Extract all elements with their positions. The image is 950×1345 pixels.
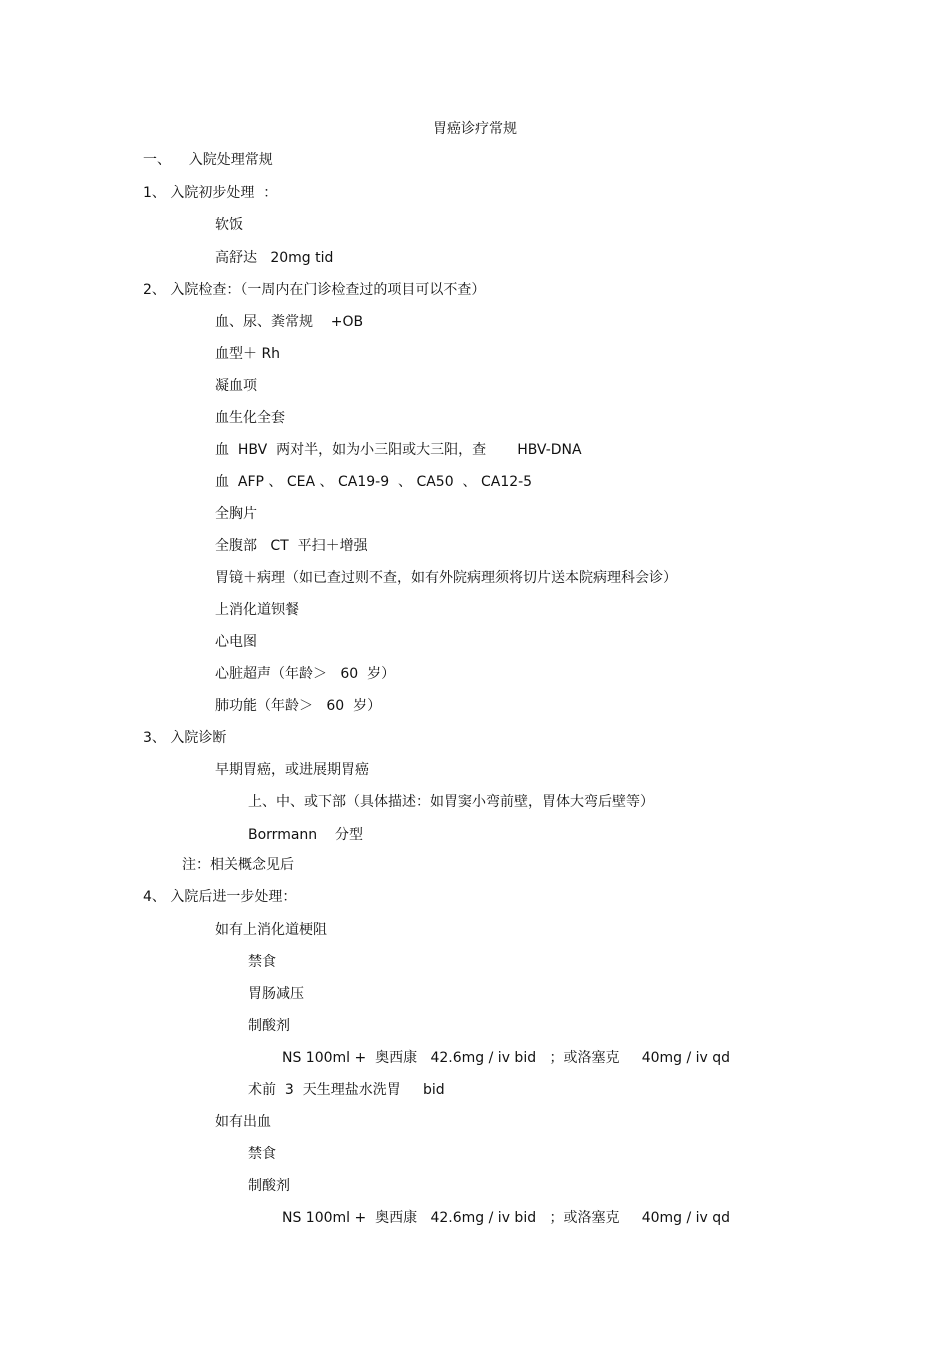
list-item: Borrmann 分型 [248,827,363,843]
list-item: 肺功能（年龄＞ 60 岁） [215,698,382,714]
list-item: NS 100ml + 奥西康 42.6mg / iv bid ；或洛塞克 40mg / iv qd [282,1210,731,1226]
list-item: NS 100ml + 奥西康 42.6mg / iv bid ；或洛塞克 40mg / iv qd [282,1050,731,1066]
list-item: 制酸剂 [248,1018,290,1034]
list-item: 如有出血 [215,1114,271,1130]
list-item: 全胸片 [215,506,257,522]
list-item: 软饭 [215,217,243,233]
document-title: 胃癌诊疗常规 [433,121,517,137]
list-item: 制酸剂 [248,1178,290,1194]
list-item: 心脏超声（年龄＞ 60 岁） [215,666,396,682]
list-item: 血 HBV 两对半，如为小三阳或大三阳，查 HBV-DNA [215,442,582,458]
list-item: 术前 3 天生理盐水洗胃 bid [248,1082,445,1098]
list-item: 禁食 [248,1146,276,1162]
list-item: 凝血项 [215,378,257,394]
list-item: 血型＋ Rh [215,346,281,362]
list-item: 禁食 [248,954,276,970]
list-item: 心电图 [215,634,257,650]
subsection-heading: 1、 入院初步处理 ： [143,185,278,201]
list-item: 全腹部 CT 平扫＋增强 [215,538,368,554]
subsection-heading: 4、 入院后进一步处理： [143,889,297,905]
note: 注：相关概念见后 [182,857,294,873]
subsection-heading: 3、 入院诊断 [143,730,227,746]
list-item: 血、尿、粪常规 +OB [215,314,364,330]
list-item: 上消化道钡餐 [215,602,299,618]
list-item: 胃镜＋病理（如已查过则不查，如有外院病理须将切片送本院病理科会诊） [215,570,677,586]
list-item: 如有上消化道梗阻 [215,922,327,938]
list-item: 血 AFP 、 CEA 、 CA19-9 、 CA50 、 CA12-5 [215,474,533,490]
list-item: 胃肠减压 [248,986,304,1002]
subsection-heading: 2、 入院检查：（一周内在门诊检查过的项目可以不查） [143,282,486,298]
list-item: 上、中、或下部（具体描述：如胃窦小弯前壁，胃体大弯后壁等） [248,794,654,810]
list-item: 高舒达 20mg tid [215,250,334,266]
list-item: 血生化全套 [215,410,285,426]
list-item: 早期胃癌，或进展期胃癌 [215,762,369,778]
section-heading: 一、 入院处理常规 [143,152,273,168]
